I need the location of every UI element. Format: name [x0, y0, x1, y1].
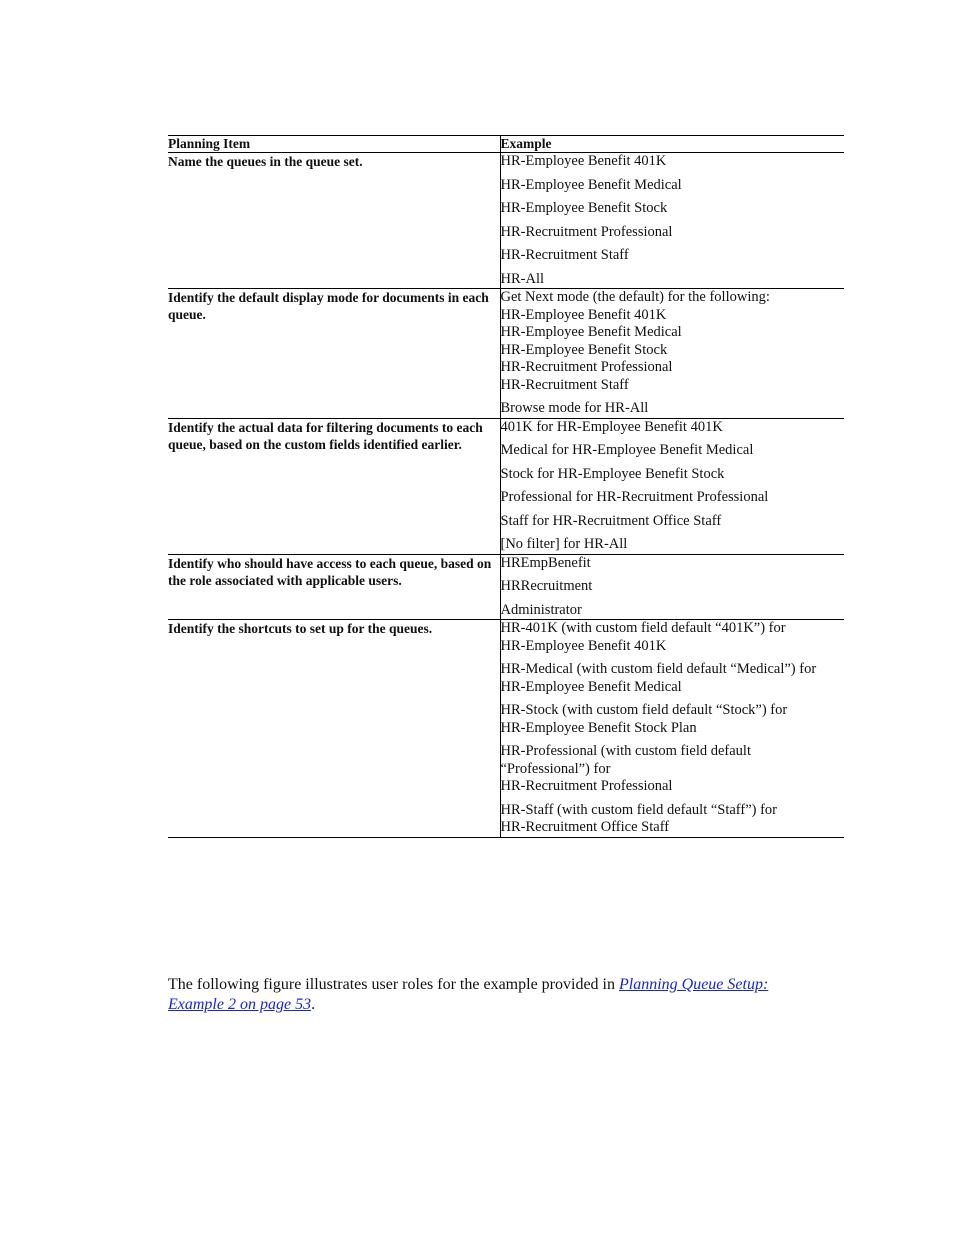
- example-line: Browse mode for HR-All: [500, 400, 649, 416]
- example-line: HR-Employee Benefit Medical: [500, 176, 682, 193]
- example-line: HR-Professional (with custom field default: [500, 743, 751, 759]
- example-paragraph: [501, 555, 845, 573]
- example-line: HR-Employee Benefit 401K: [500, 153, 667, 169]
- example-cell: [500, 289, 844, 419]
- example-line: Professional for HR-Recruitment Professional: [500, 489, 769, 505]
- body-paragraph: [168, 975, 848, 1014]
- example-line: HR-Recruitment Staff: [500, 247, 629, 263]
- example-line: HR-Employee Benefit 401K: [500, 637, 667, 654]
- example-paragraph: [501, 702, 845, 737]
- planning-item-cell: Identify the actual data for filtering documents to each queue, based on the custom fields identified earlier.: [168, 418, 500, 554]
- paragraph-text: The following figure illustrates user roles for the example provided in: [168, 976, 619, 993]
- example-paragraph: [501, 513, 845, 531]
- example-line: HR-Recruitment Professional: [500, 778, 673, 794]
- example-line: HREmpBenefit: [500, 554, 591, 571]
- example-line: Administrator: [500, 601, 582, 618]
- table-row: [168, 289, 844, 419]
- example-paragraph: [501, 153, 845, 171]
- planning-item-cell: Identify the shortcuts to set up for the queues.: [168, 620, 500, 838]
- example-paragraph: [501, 271, 845, 289]
- example-cell: [500, 418, 844, 554]
- example-line: HR-Employee Benefit Stock Plan: [500, 719, 697, 736]
- example-cell: [500, 153, 844, 289]
- example-paragraph: [501, 289, 845, 394]
- example-line: Staff for HR-Recruitment Office Staff: [500, 512, 722, 529]
- example-paragraph: [501, 247, 845, 265]
- example-paragraph: [501, 661, 845, 696]
- example-paragraph: [501, 419, 845, 437]
- example-paragraph: [501, 802, 845, 837]
- example-line: HR-Employee Benefit Medical: [500, 678, 682, 695]
- example-line: HR-Employee Benefit Medical: [500, 324, 682, 340]
- planning-item-cell: Name the queues in the queue set.: [168, 153, 500, 289]
- example-paragraph: [501, 177, 845, 195]
- example-line: HR-Recruitment Professional: [500, 223, 673, 240]
- example-paragraph: [501, 224, 845, 242]
- example-line: HR-Employee Benefit Stock: [500, 341, 668, 358]
- example-line: “Professional”) for: [500, 760, 611, 777]
- example-line: HR-Medical (with custom field default “Medical”) for: [500, 661, 817, 677]
- example-line: Stock for HR-Employee Benefit Stock: [500, 465, 725, 482]
- table-row: [168, 418, 844, 554]
- example-line: HR-Recruitment Professional: [500, 359, 673, 375]
- example-line: 401K for HR-Employee Benefit 401K: [500, 418, 723, 435]
- example-line: HR-Staff (with custom field default “Staff”) for: [500, 801, 777, 818]
- planning-table: [168, 135, 844, 838]
- table-row: [168, 554, 844, 620]
- planning-item-cell: Identify the default display mode for documents in each queue.: [168, 289, 500, 419]
- example-line: HR-Employee Benefit 401K: [500, 306, 667, 323]
- link-text-line1: Planning Queue Setup:: [618, 976, 769, 993]
- example-paragraph: [501, 578, 845, 596]
- example-line: HRRecruitment: [500, 578, 593, 594]
- example-paragraph: [501, 536, 845, 554]
- example-cell: [500, 620, 844, 838]
- table-row: [168, 153, 844, 289]
- example-paragraph: [501, 620, 845, 655]
- example-line: Medical for HR-Employee Benefit Medical: [500, 442, 754, 458]
- example-cell: [500, 554, 844, 620]
- example-paragraph: [501, 466, 845, 484]
- table-row: [168, 620, 844, 838]
- table-header-row: [168, 136, 844, 153]
- example-line: HR-Recruitment Staff: [500, 376, 629, 393]
- example-line: HR-Recruitment Office Staff: [500, 819, 670, 835]
- header-example: Example: [500, 136, 552, 151]
- example-line: Get Next mode (the default) for the following:: [500, 289, 770, 305]
- example-paragraph: [501, 489, 845, 507]
- example-line: HR-Employee Benefit Stock: [500, 200, 668, 216]
- paragraph-period: .: [311, 995, 316, 1013]
- example-line: HR-All: [500, 270, 544, 287]
- example-line: HR-401K (with custom field default “401K”) for: [500, 620, 786, 636]
- example-paragraph: [501, 602, 845, 620]
- example-paragraph: [501, 743, 845, 796]
- example-line: [No filter] for HR-All: [500, 536, 628, 552]
- example-paragraph: [501, 200, 845, 218]
- example-line: HR-Stock (with custom field default “Stock”) for: [500, 702, 788, 718]
- planning-item-cell: Identify who should have access to each queue, based on the role associated with applicable users.: [168, 554, 500, 620]
- link-text-line2: Example 2 on page 53: [168, 995, 312, 1013]
- example-paragraph: [501, 442, 845, 460]
- example-paragraph: [501, 400, 845, 418]
- header-planning-item: Planning Item: [168, 136, 500, 153]
